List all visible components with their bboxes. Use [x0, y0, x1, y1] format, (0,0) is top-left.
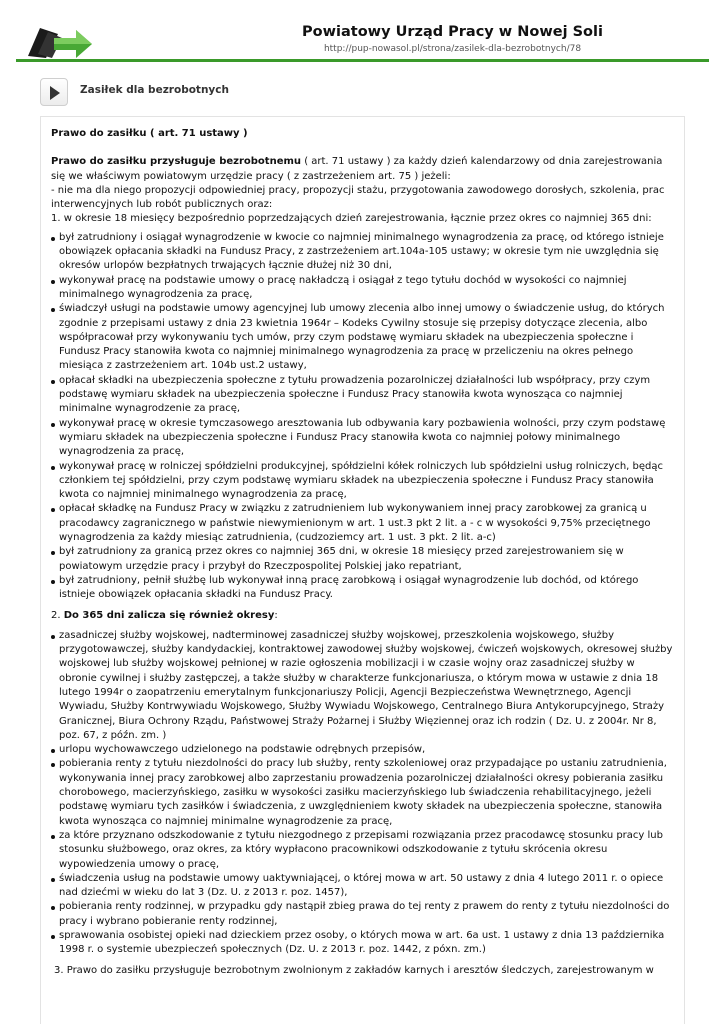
list-item: świadczył usługi na podstawie umowy agencyjnej lub umowy zlecenia albo innej umowy o świadczenie usług, do których zgodnie z przepisami ustawy z dnia 23 kwietnia 1964r – Kodeks Cywilny stosuje się przepisy dotyczące zlecenia, albo współpracował przy wykonywaniu tych umów, przy czym podstawę wymiaru składek na ubezpieczenia społeczne i Fundusz Pracy stanowiła kwota co najmniej minimalnego wynagrodzenia za pracę w przeliczeniu na okres pełnego miesiąca z zastrzeżeniem art. 104b ust.2 ustawy,: [51, 302, 674, 373]
intro-line2: - nie ma dla niego propozycji odpowiedniej pracy, propozycji stażu, przygotowania zawodowego dorosłych, szkolenia, prac interwencyjnych lub robót publicznych oraz:: [51, 184, 665, 211]
list-item: opłacał składkę na Fundusz Pracy w związku z zatrudnieniem lub wykonywaniem innej pracy zarobkowej za granicą u pracodawcy zagranicznego w państwie niewymienionym w art. 1 ust.3 pkt 2 lit. a - c w wysokości 9,75% przeciętnego wynagrodzenia za każdy miesiąc zatrudnienia, (cudzoziemcy art. 1 ust. 3 pkt. 2 lit. a-c): [51, 502, 674, 545]
list-item: za które przyznano odszkodowanie z tytułu niezgodnego z przepisami rozwiązania przez pracodawcę stosunku pracy lub stosunku służbowego, oraz okres, za który wypłacono pracownikowi odszkodowanie z tytułu skrócenia okresu wypowiedzenia umowy o pracę,: [51, 829, 674, 872]
list-item: wykonywał pracę w okresie tymczasowego aresztowania lub odbywania kary pozbawienia wolności, przy czym podstawę wymiaru składek na ubezpieczenia społeczne i Fundusz Pracy stanowiła kwota co najmniej połowy minimalnego wynagrodzenia za pracę,: [51, 417, 674, 460]
intro-rest: ( art. 71 ustawy ) za każdy dzień kalendarzowy od dnia zarejestrowania się we właściwym powiatowym urzędzie pracy ( z zastrzeżeniem art. 75 ) jeżeli:: [51, 156, 663, 182]
page-heading: [36, 76, 696, 108]
pup-logo-icon[interactable]: [24, 24, 94, 60]
arrow-right-button[interactable]: [40, 78, 68, 106]
point-2-num: 2.: [51, 609, 64, 621]
list-item: opłacał składki na ubezpieczenia społeczne z tytułu prowadzenia pozarolniczej działalności lub współpracy, przy czym podstawę wymiaru składek na ubezpieczenia społeczne i Fundusz Pracy stanowiła kwota wynosząca co najmniej minimalne wynagrodzenie za pracę,: [51, 374, 674, 417]
intro-bold: Prawo do zasiłku przysługuje bezrobotnemu: [51, 156, 302, 168]
list-item: był zatrudniony za granicą przez okres co najmniej 365 dni, w okresie 18 miesięcy przed zarejestrowaniem się w powiatowym urzędzie pracy i przybył do Rzeczpospolitej Polskiej jako repatriant,: [51, 545, 674, 574]
site-header: [16, 12, 709, 62]
list-item: pobierania renty rodzinnej, w przypadku gdy nastąpił zbieg prawa do tej renty z prawem do renty z tytułu niezdolności do pracy i wybrano pobieranie renty rodzinnej,: [51, 900, 674, 929]
list-item: wykonywał pracę na podstawie umowy o pracę nakładczą i osiągał z tego tytułu dochód w wysokości co najmniej minimalnego wynagrodzenia za pracę,: [51, 274, 674, 303]
site-url[interactable]: http://pup-nowasol.pl/strona/zasilek-dla-bezrobotnych/78: [323, 44, 582, 54]
list-item: sprawowania osobistej opieki nad dzieckiem przez osoby, o których mowa w art. 6a ust. 1 ustawy z dnia 13 października 1998 r. o systemie ubezpieczeń społecznych (Dz. U. z 2013 r. poz. 1442, z póxn. zm.): [51, 929, 674, 958]
point-2: [51, 609, 674, 623]
point-2-bold: Do 365 dni zalicza się również okresy: [63, 609, 275, 621]
point-1: 1. w okresie 18 miesięcy bezpośrednio poprzedzających dzień zarejestrowania, łącznie przez okres co najmniej 365 dni:: [51, 213, 652, 225]
list-item: był zatrudniony i osiągał wynagrodzenie w kwocie co najmniej minimalnego wynagrodzenia za pracę, od którego istnieje obowiązek opłacania składki na Fundusz Pracy, z zastrzeżeniem art.104a-105 ustawy; w okresie tym nie uwzględnia się okresów urlopów bezpłatnych trwających łącznie dłużej niż 30 dni,: [51, 231, 674, 274]
article-content: [40, 116, 685, 1024]
list-2: [51, 629, 674, 958]
point-3: 3. Prawo do zasiłku przysługuje bezrobotnym zwolnionym z zakładów karnych i aresztów śledczych, zarejestrowanym w: [54, 964, 654, 976]
list-item: pobierania renty z tytułu niezdolności do pracy lub służby, renty szkoleniowej oraz przypadające po ustaniu zatrudnienia, wykonywania innej pracy zarobkowej albo zaprzestaniu prowadzenia pozarolniczej działalności okresy pobierania zasiłku chorobowego, macierzyńskiego, zasiłku w wysokości zasiłku macierzyńskiego lub świadczenia rehabilitacyjnego, jeżeli podstawę wymiaru tych zasiłków i świadczenia, z uwzględnieniem kwoty składek na ubezpieczenia społeczne, stanowiła kwota wynosząca co najmniej minimalne wynagrodzenie za pracę,: [51, 757, 674, 828]
site-title: Powiatowy Urząd Pracy w Nowej Soli: [302, 24, 603, 40]
intro-paragraph: [51, 155, 674, 226]
list-item: zasadniczej służby wojskowej, nadterminowej zasadniczej służby wojskowej, przeszkolenia wojskowego, służby przygotowawczej, służby kandydackiej, kontraktowej zawodowej służby wojskowej, ćwiczeń wojskowych, okresowej służby wojskowej lub służby wojskowej pełnionej w razie ogłoszenia mobilizacji i w czasie wojny oraz zasadniczej służby w obronie cywilnej i służby zastępczej, a także służby w charakterze funkcjonariusza, o którym mowa w ustawie z dnia 18 lutego 1994r o zaopatrzeniu emerytalnym funkcjonariuszy Policji, Agencji Bezpieczeństwa Wewnętrznego, Agencji Wywiadu, Służby Kontrwywiadu Wojskowego, Służby Wywiadu Wojskowego, Centralnego Biura Antykorupcyjnego, Straży Granicznej, Biura Ochrony Rządu, Państwowej Straży Pożarnej i Służby Więziennej oraz ich rodzin ( Dz. U. z 2004r. Nr 8, poz. 67, z późn. zm. ): [51, 629, 674, 743]
list-item: wykonywał pracę w rolniczej spółdzielni produkcyjnej, spółdzielni kółek rolniczych lub spółdzielni usług rolniczych, będąc członkiem tej spółdzielni, przy czym podstawę wymiaru składek na ubezpieczenia społeczne i Fundusz Pracy stanowiła kwota co najmniej minimalnego wynagrodzenia za pracę,: [51, 460, 674, 503]
list-item: świadczenia usług na podstawie umowy uaktywniającej, o której mowa w art. 50 ustawy z dnia 4 lutego 2011 r. o opiece nad dziećmi w wieku do lat 3 (Dz. U. z 2013 r. poz. 1457),: [51, 872, 674, 901]
page-title: Zasiłek dla bezrobotnych: [80, 84, 229, 96]
point-2-rest: :: [274, 609, 278, 621]
list-item: był zatrudniony, pełnił służbę lub wykonywał inną pracę zarobkową i osiągał wynagrodzenie lub dochód, od którego istnieje obowiązek opłacania składki na Fundusz Pracy.: [51, 574, 674, 603]
list-1: [51, 231, 674, 603]
chevron-right-icon: [48, 85, 62, 101]
section-title: Prawo do zasiłku ( art. 71 ustawy ): [51, 128, 248, 139]
list-item: urlopu wychowawczego udzielonego na podstawie odrębnych przepisów,: [51, 743, 674, 757]
